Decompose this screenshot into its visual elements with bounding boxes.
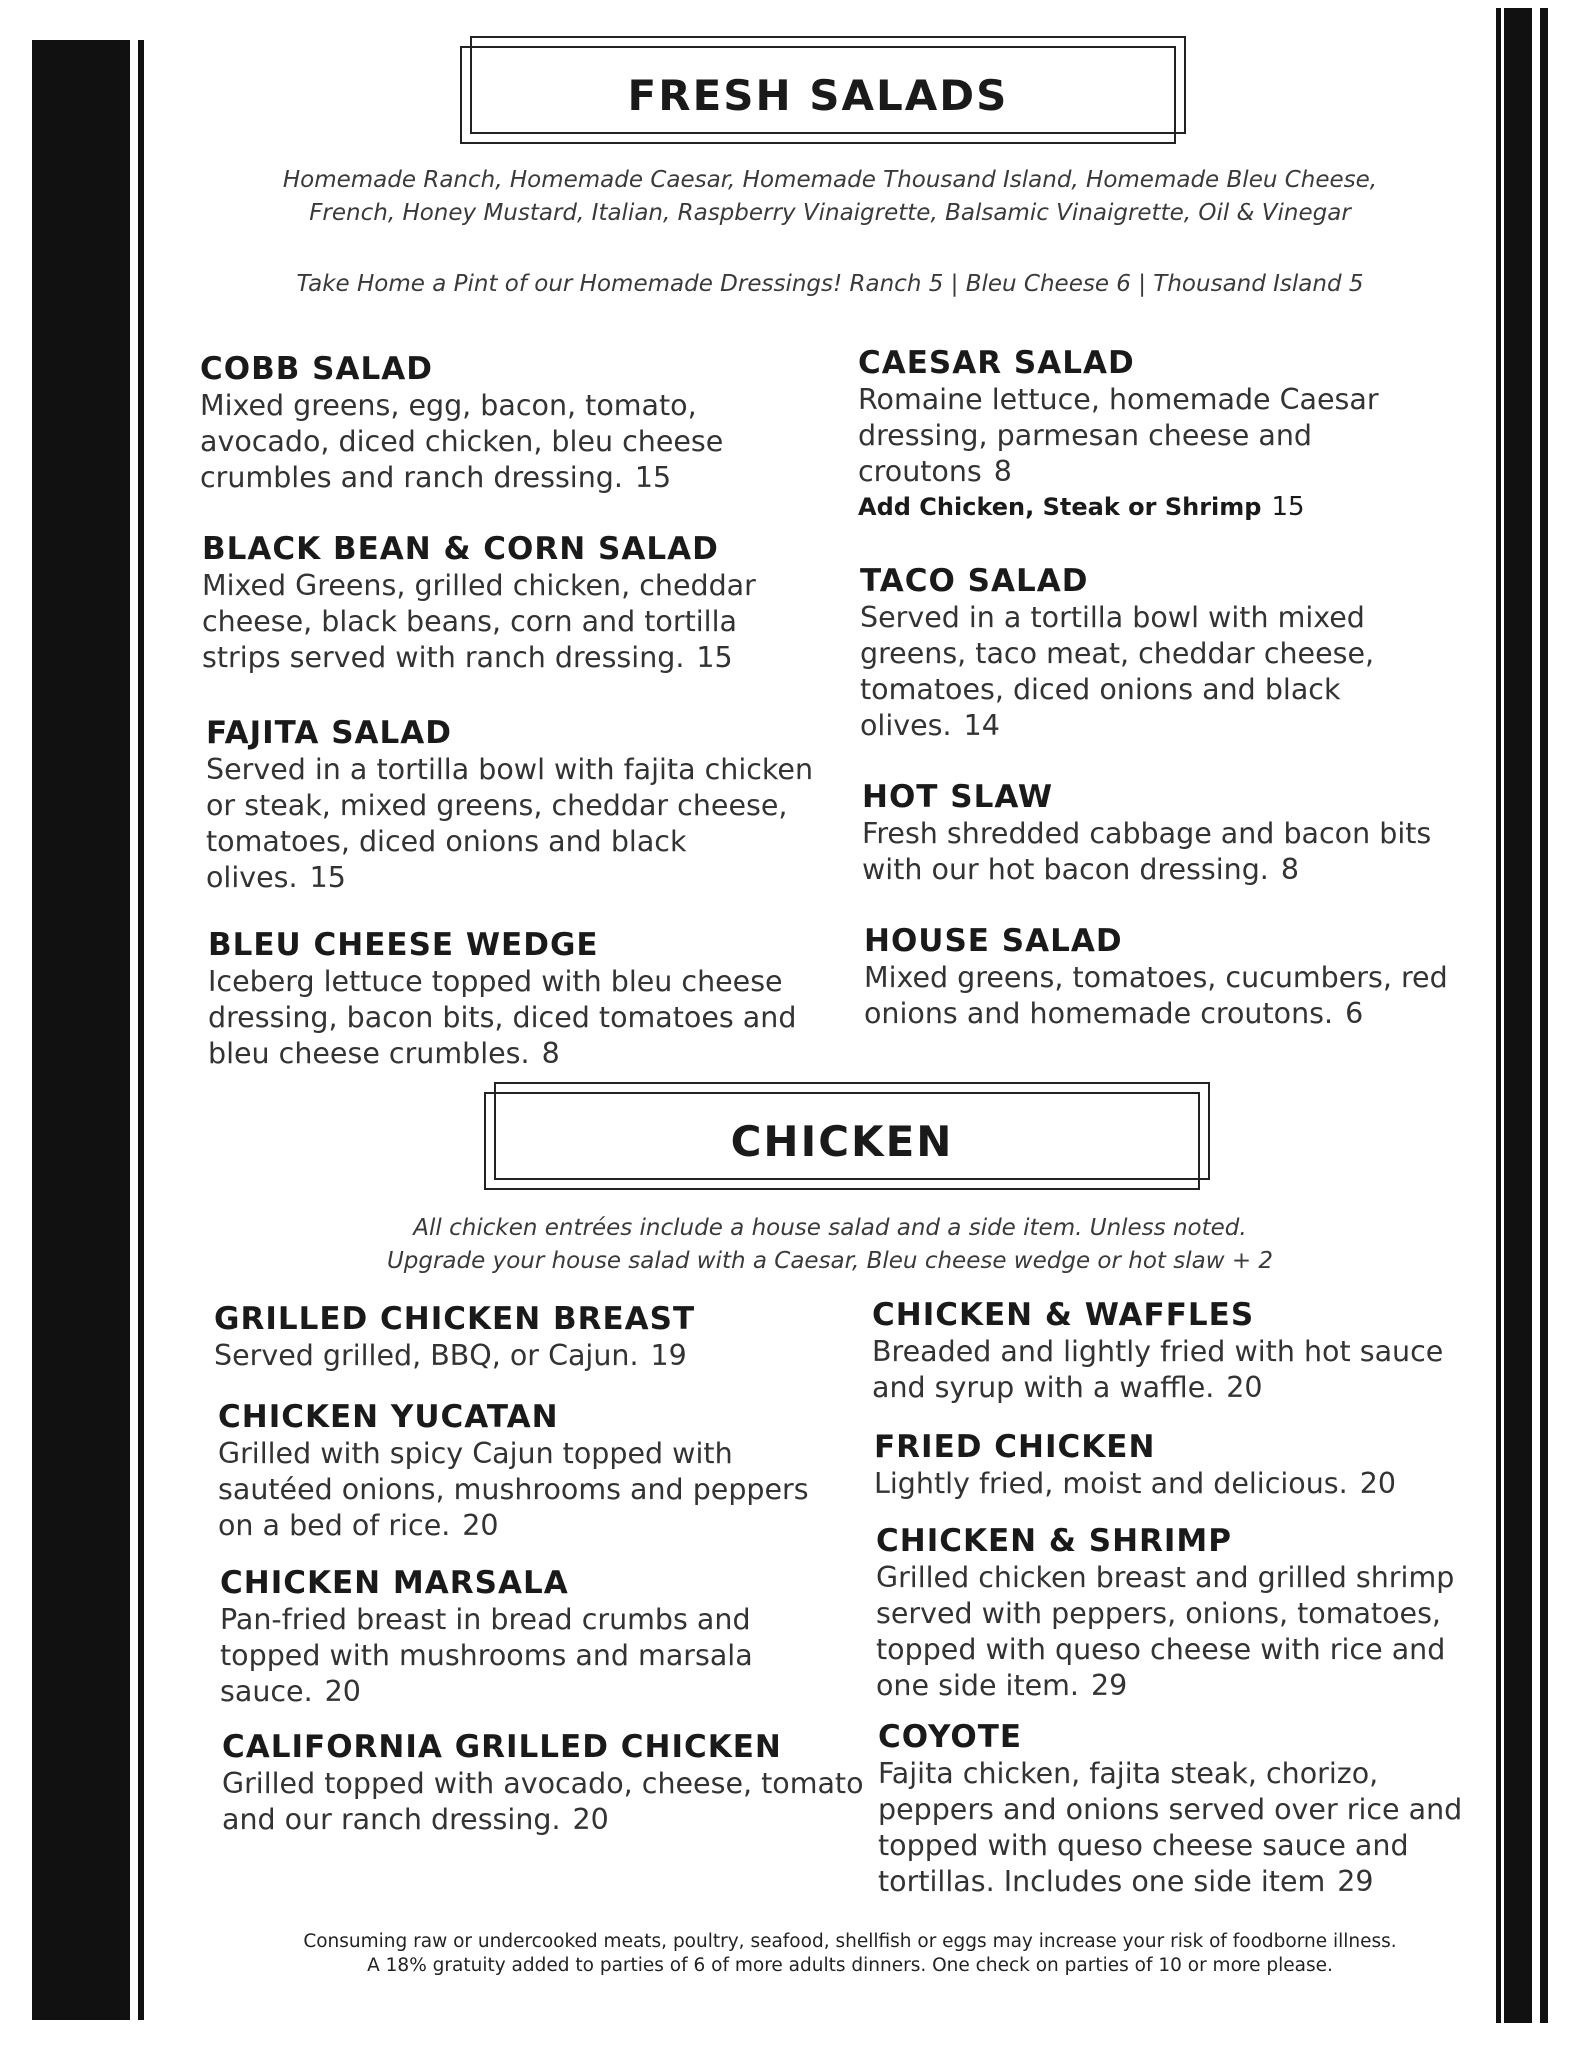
menu-item bbox=[864, 922, 1464, 1032]
item-name: TACO SALAD bbox=[860, 563, 1089, 599]
menu-item bbox=[214, 1300, 834, 1374]
item-price: 15 bbox=[696, 641, 733, 674]
item-name: CHICKEN MARSALA bbox=[220, 1565, 569, 1601]
item-description: Breaded and lightly fried with hot sauce and syrup with a waffle. 20 bbox=[872, 1335, 1444, 1404]
chicken-note-line-1: All chicken entrées include a house salad and a side item. Unless noted. bbox=[413, 1215, 1247, 1241]
item-price: 8 bbox=[993, 455, 1012, 488]
item-price: 20 bbox=[1226, 1371, 1263, 1404]
item-name: CALIFORNIA GRILLED CHICKEN bbox=[222, 1729, 782, 1765]
item-name: HOUSE SALAD bbox=[864, 923, 1123, 959]
salads-header-box bbox=[460, 36, 1190, 146]
item-name: CAESAR SALAD bbox=[858, 345, 1135, 381]
item-name: CHICKEN YUCATAN bbox=[218, 1399, 559, 1435]
item-price: 20 bbox=[324, 1675, 361, 1708]
menu-item bbox=[858, 344, 1458, 524]
menu-item bbox=[218, 1398, 838, 1544]
right-border-outer-line bbox=[1540, 8, 1548, 2023]
take-home-note: Take Home a Pint of our Homemade Dressings! Ranch 5 | Bleu Cheese 6 | Thousand Island 5 bbox=[296, 271, 1364, 297]
item-name: FRIED CHICKEN bbox=[874, 1429, 1156, 1465]
chicken-note-line-2: Upgrade your house salad with a Caesar, Bleu cheese wedge or hot slaw + 2 bbox=[386, 1248, 1274, 1274]
item-description: Grilled with spicy Cajun topped with sautéed onions, mushrooms and peppers on a bed of rice. 20 bbox=[218, 1437, 809, 1542]
right-border-bar bbox=[1504, 8, 1532, 2023]
item-price: 20 bbox=[1359, 1467, 1396, 1500]
item-price: 29 bbox=[1337, 1865, 1374, 1898]
item-description: Grilled chicken breast and grilled shrimp served with peppers, onions, tomatoes, topped with queso cheese with rice and one side item. 29 bbox=[876, 1561, 1455, 1702]
menu-item bbox=[222, 1728, 882, 1838]
menu-item bbox=[860, 562, 1460, 744]
menu-item bbox=[220, 1564, 840, 1710]
right-border-line bbox=[1496, 8, 1501, 2023]
menu-item bbox=[206, 714, 826, 896]
item-name: GRILLED CHICKEN BREAST bbox=[214, 1301, 696, 1337]
dressings-list bbox=[200, 164, 1460, 230]
item-price: 15 bbox=[634, 461, 672, 494]
item-description: Mixed Greens, grilled chicken, cheddar cheese, black beans, corn and tortilla strips served with ranch dressing. 15 bbox=[202, 569, 756, 674]
item-description: Mixed greens, tomatoes, cucumbers, red onions and homemade croutons. 6 bbox=[864, 961, 1448, 1030]
chicken-header-box bbox=[484, 1082, 1214, 1192]
item-description: Lightly fried, moist and delicious. 20 bbox=[874, 1467, 1396, 1500]
item-price: 15 bbox=[309, 861, 346, 894]
item-price: 8 bbox=[1280, 853, 1300, 886]
item-description: Grilled topped with avocado, cheese, tomato and our ranch dressing. 20 bbox=[222, 1767, 864, 1836]
dressings-line-1: Homemade Ranch, Homemade Caesar, Homemade Thousand Island, Homemade Bleu Cheese, bbox=[282, 167, 1378, 193]
menu-item bbox=[874, 1428, 1474, 1502]
menu-item bbox=[876, 1522, 1476, 1704]
menu-item bbox=[878, 1718, 1478, 1900]
salads-section-title: FRESH SALADS bbox=[627, 70, 1009, 120]
item-description: Served grilled, BBQ, or Cajun. 19 bbox=[214, 1339, 687, 1372]
item-price: 29 bbox=[1091, 1669, 1128, 1702]
item-price: 6 bbox=[1345, 997, 1364, 1030]
item-description: Romaine lettuce, homemade Caesar dressing, parmesan cheese and croutons 8 bbox=[858, 383, 1379, 488]
item-price: 20 bbox=[462, 1509, 499, 1542]
item-price: 20 bbox=[572, 1803, 609, 1836]
chicken-section-title: CHICKEN bbox=[730, 1116, 954, 1166]
dressings-line-2: French, Honey Mustard, Italian, Raspberry Vinaigrette, Balsamic Vinaigrette, Oil & Vinegar bbox=[309, 200, 1351, 226]
menu-item bbox=[862, 778, 1462, 888]
item-addon: Add Chicken, Steak or Shrimp 15 bbox=[858, 492, 1305, 522]
item-description: Fajita chicken, fajita steak, chorizo, peppers and onions served over rice and topped with queso cheese sauce and tortillas. Includes one side item 29 bbox=[878, 1757, 1463, 1898]
footer-gratuity: A 18% gratuity added to parties of 6 of more adults dinners. One check on parties of 10 or more please. bbox=[367, 1955, 1333, 1976]
menu-item bbox=[200, 350, 820, 496]
menu-footer bbox=[240, 1930, 1460, 1978]
footer-warning: Consuming raw or undercooked meats, poultry, seafood, shellfish or eggs may increase your risk of foodborne illness. bbox=[303, 1931, 1397, 1952]
item-name: HOT SLAW bbox=[862, 779, 1054, 815]
item-description: Fresh shredded cabbage and bacon bits with our hot bacon dressing. 8 bbox=[862, 817, 1432, 886]
item-price: 8 bbox=[541, 1037, 560, 1070]
item-price: 14 bbox=[963, 709, 1000, 742]
item-name: BLEU CHEESE WEDGE bbox=[208, 927, 599, 963]
item-name: COBB SALAD bbox=[200, 351, 433, 387]
item-description: Pan-fried breast in bread crumbs and topped with mushrooms and marsala sauce. 20 bbox=[220, 1603, 753, 1708]
item-name: BLACK BEAN & CORN SALAD bbox=[202, 531, 719, 567]
addon-price: 15 bbox=[1271, 492, 1305, 522]
item-price: 19 bbox=[650, 1339, 687, 1372]
item-description: Iceberg lettuce topped with bleu cheese dressing, bacon bits, diced tomatoes and bleu cheese crumbles. 8 bbox=[208, 965, 797, 1070]
item-name: CHICKEN & WAFFLES bbox=[872, 1297, 1255, 1333]
left-border-bar bbox=[32, 40, 130, 2020]
menu-item bbox=[872, 1296, 1472, 1406]
item-description: Served in a tortilla bowl with mixed greens, taco meat, cheddar cheese, tomatoes, diced onions and black olives. 14 bbox=[860, 601, 1375, 742]
item-name: FAJITA SALAD bbox=[206, 715, 452, 751]
item-name: CHICKEN & SHRIMP bbox=[876, 1523, 1232, 1559]
menu-item bbox=[202, 530, 822, 676]
item-description: Served in a tortilla bowl with fajita chicken or steak, mixed greens, cheddar cheese, tomatoes, diced onions and black olives. 15 bbox=[206, 753, 814, 894]
menu-item bbox=[208, 926, 828, 1072]
item-name: COYOTE bbox=[878, 1719, 1023, 1755]
chicken-note bbox=[200, 1212, 1460, 1278]
left-border-line bbox=[138, 40, 144, 2020]
item-description: Mixed greens, egg, bacon, tomato, avocado, diced chicken, bleu cheese crumbles and ranch dressing. 15 bbox=[200, 389, 724, 494]
